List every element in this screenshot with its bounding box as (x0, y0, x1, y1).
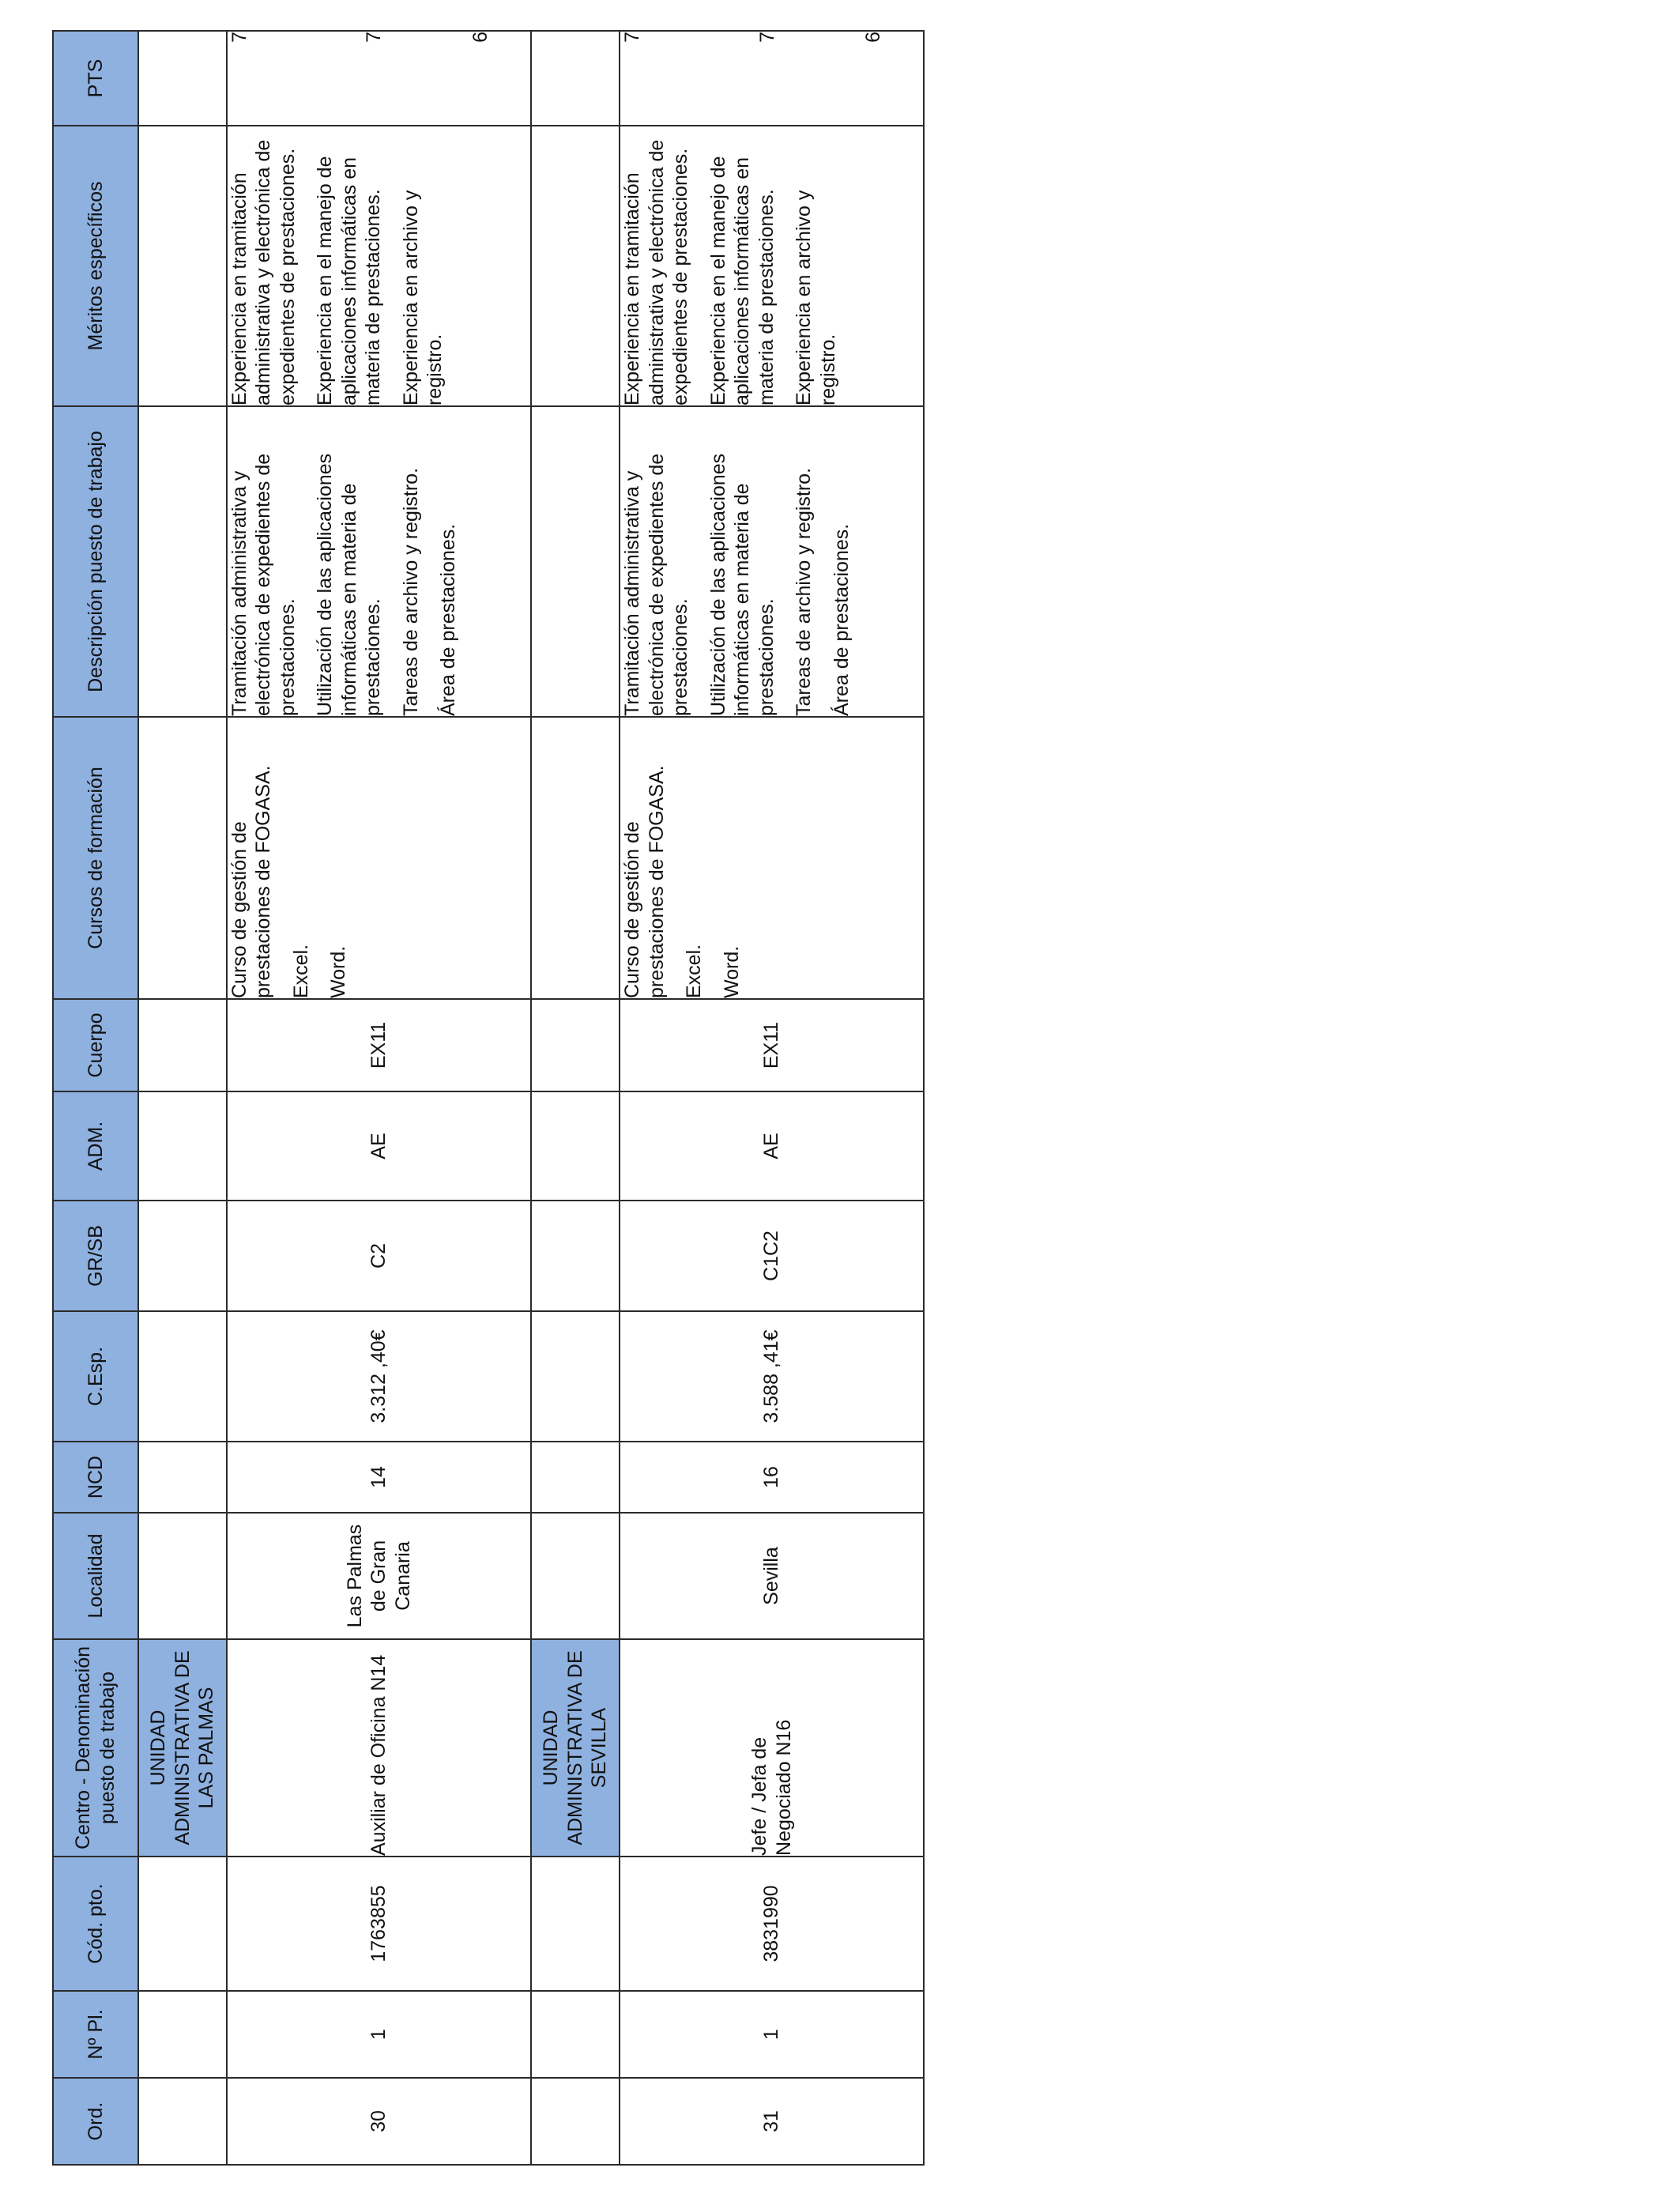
descripcion-item: Utilización de las aplicaciones informáticas en materia de prestaciones. (706, 453, 778, 716)
descripcion-item: Tramitación administrativa y electrónica de expedientes de prestaciones. (621, 453, 691, 716)
merito-item: Experiencia en archivo y registro. (399, 190, 446, 405)
empty-cell (138, 31, 227, 126)
denominacion-cell: Auxiliar de Oficina N14 (227, 1639, 531, 1857)
empty-cell (531, 1857, 620, 1991)
empty-cell (531, 126, 620, 406)
descripcion-cell (620, 406, 924, 717)
pts-value: 6 (862, 32, 884, 43)
header-ncd: NCD (53, 1442, 138, 1513)
merito-item: Experiencia en tramitación administrativa y electrónica de expedientes de prestaciones. (228, 139, 299, 405)
ord-cell: 31 (620, 2078, 924, 2165)
table-row (227, 31, 531, 2165)
empty-cell (531, 1311, 620, 1442)
cursos-cell (227, 717, 531, 999)
denominacion-cell: Jefe / Jefa de Negociado N16 (620, 1639, 924, 1857)
cesp-cell: 3.312 ,40€ (227, 1311, 531, 1442)
empty-cell (138, 406, 227, 717)
curso-item: Word. (327, 945, 350, 998)
adm-cell: AE (620, 1091, 924, 1201)
pts-value: 7 (621, 32, 643, 43)
empty-cell (531, 1513, 620, 1639)
header-grsb: GR/SB (53, 1201, 138, 1311)
section-row-sevilla (531, 31, 620, 2165)
header-cuerpo: Cuerpo (53, 999, 138, 1091)
cesp-cell: 3.588 ,41€ (620, 1311, 924, 1442)
empty-cell (138, 126, 227, 406)
pts-value: 7 (363, 32, 386, 43)
merito-item: Experiencia en tramitación administrativa y electrónica de expedientes de prestaciones. (621, 139, 691, 405)
header-cesp: C.Esp. (53, 1311, 138, 1442)
empty-cell (531, 1091, 620, 1201)
descripcion-cell (227, 406, 531, 717)
descripcion-item: Tramitación administrativa y electrónica de expedientes de prestaciones. (228, 453, 299, 716)
empty-cell (138, 1513, 227, 1639)
merito-item: Experiencia en archivo y registro. (793, 190, 839, 405)
ncd-cell: 16 (620, 1442, 924, 1513)
empty-cell (531, 1991, 620, 2078)
rotated-page (52, 32, 925, 2166)
section-title: UNIDAD ADMINISTRATIVA DE LAS PALMAS (138, 1639, 227, 1857)
descripcion-item: Área de prestaciones. (437, 523, 460, 716)
meritos-cell (227, 126, 531, 406)
empty-cell (138, 1311, 227, 1442)
header-descripcion: Descripción puesto de trabajo (53, 406, 138, 717)
section-row-las-palmas (138, 31, 227, 2165)
ord-cell: 30 (227, 2078, 531, 2165)
cursos-cell (620, 717, 924, 999)
pts-value: 7 (755, 32, 778, 43)
header-cursos: Cursos de formación (53, 717, 138, 999)
section-title: UNIDAD ADMINISTRATIVA DE SEVILLA (531, 1639, 620, 1857)
empty-cell (531, 1442, 620, 1513)
header-localidad: Localidad (53, 1513, 138, 1639)
header-adm: ADM. (53, 1091, 138, 1201)
cuerpo-cell: EX11 (227, 999, 531, 1091)
empty-cell (531, 717, 620, 999)
pts-cell (620, 31, 924, 126)
descripcion-item: Tareas de archivo y registro. (399, 467, 422, 716)
pts-value: 7 (228, 32, 250, 43)
header-centro: Centro - Denominación puesto de trabajo (53, 1639, 138, 1857)
empty-cell (138, 717, 227, 999)
merito-item: Experiencia en el manejo de aplicaciones informáticas en materia de prestaciones. (706, 156, 778, 405)
localidad-cell: Las Palmas de Gran Canaria (227, 1513, 531, 1639)
ncd-cell: 14 (227, 1442, 531, 1513)
npl-cell: 1 (227, 1991, 531, 2078)
descripcion-item: Utilización de las aplicaciones informáticas en materia de prestaciones. (314, 453, 385, 716)
empty-cell (138, 1091, 227, 1201)
cod-cell: 1763855 (227, 1857, 531, 1991)
header-row (53, 31, 138, 2165)
empty-cell (138, 1991, 227, 2078)
descripcion-item: Tareas de archivo y registro. (793, 467, 815, 716)
pts-cell (227, 31, 531, 126)
empty-cell (531, 2078, 620, 2165)
header-cod: Cód. pto. (53, 1857, 138, 1991)
grsb-cell: C2 (227, 1201, 531, 1311)
header-pts: PTS (53, 31, 138, 126)
grsb-cell: C1C2 (620, 1201, 924, 1311)
curso-item: Curso de gestión de prestaciones de FOGASA. (228, 765, 275, 998)
empty-cell (531, 406, 620, 717)
empty-cell (138, 999, 227, 1091)
pts-value: 6 (469, 32, 492, 43)
cuerpo-cell: EX11 (620, 999, 924, 1091)
curso-item: Word. (720, 945, 743, 998)
empty-cell (531, 31, 620, 126)
curso-item: Excel. (289, 944, 312, 998)
curso-item: Curso de gestión de prestaciones de FOGASA. (621, 765, 668, 998)
empty-cell (138, 2078, 227, 2165)
table-row (620, 31, 924, 2165)
adm-cell: AE (227, 1091, 531, 1201)
empty-cell (531, 999, 620, 1091)
positions-table (52, 30, 925, 2166)
meritos-cell (620, 126, 924, 406)
empty-cell (138, 1201, 227, 1311)
header-meritos: Méritos específicos (53, 126, 138, 406)
npl-cell: 1 (620, 1991, 924, 2078)
merito-item: Experiencia en el manejo de aplicaciones informáticas en materia de prestaciones. (314, 156, 385, 405)
localidad-cell: Sevilla (620, 1513, 924, 1639)
empty-cell (531, 1201, 620, 1311)
descripcion-item: Área de prestaciones. (830, 523, 853, 716)
empty-cell (138, 1857, 227, 1991)
empty-cell (138, 1442, 227, 1513)
header-npl: Nº Pl. (53, 1991, 138, 2078)
cod-cell: 3831990 (620, 1857, 924, 1991)
curso-item: Excel. (683, 944, 705, 998)
header-ord: Ord. (53, 2078, 138, 2165)
